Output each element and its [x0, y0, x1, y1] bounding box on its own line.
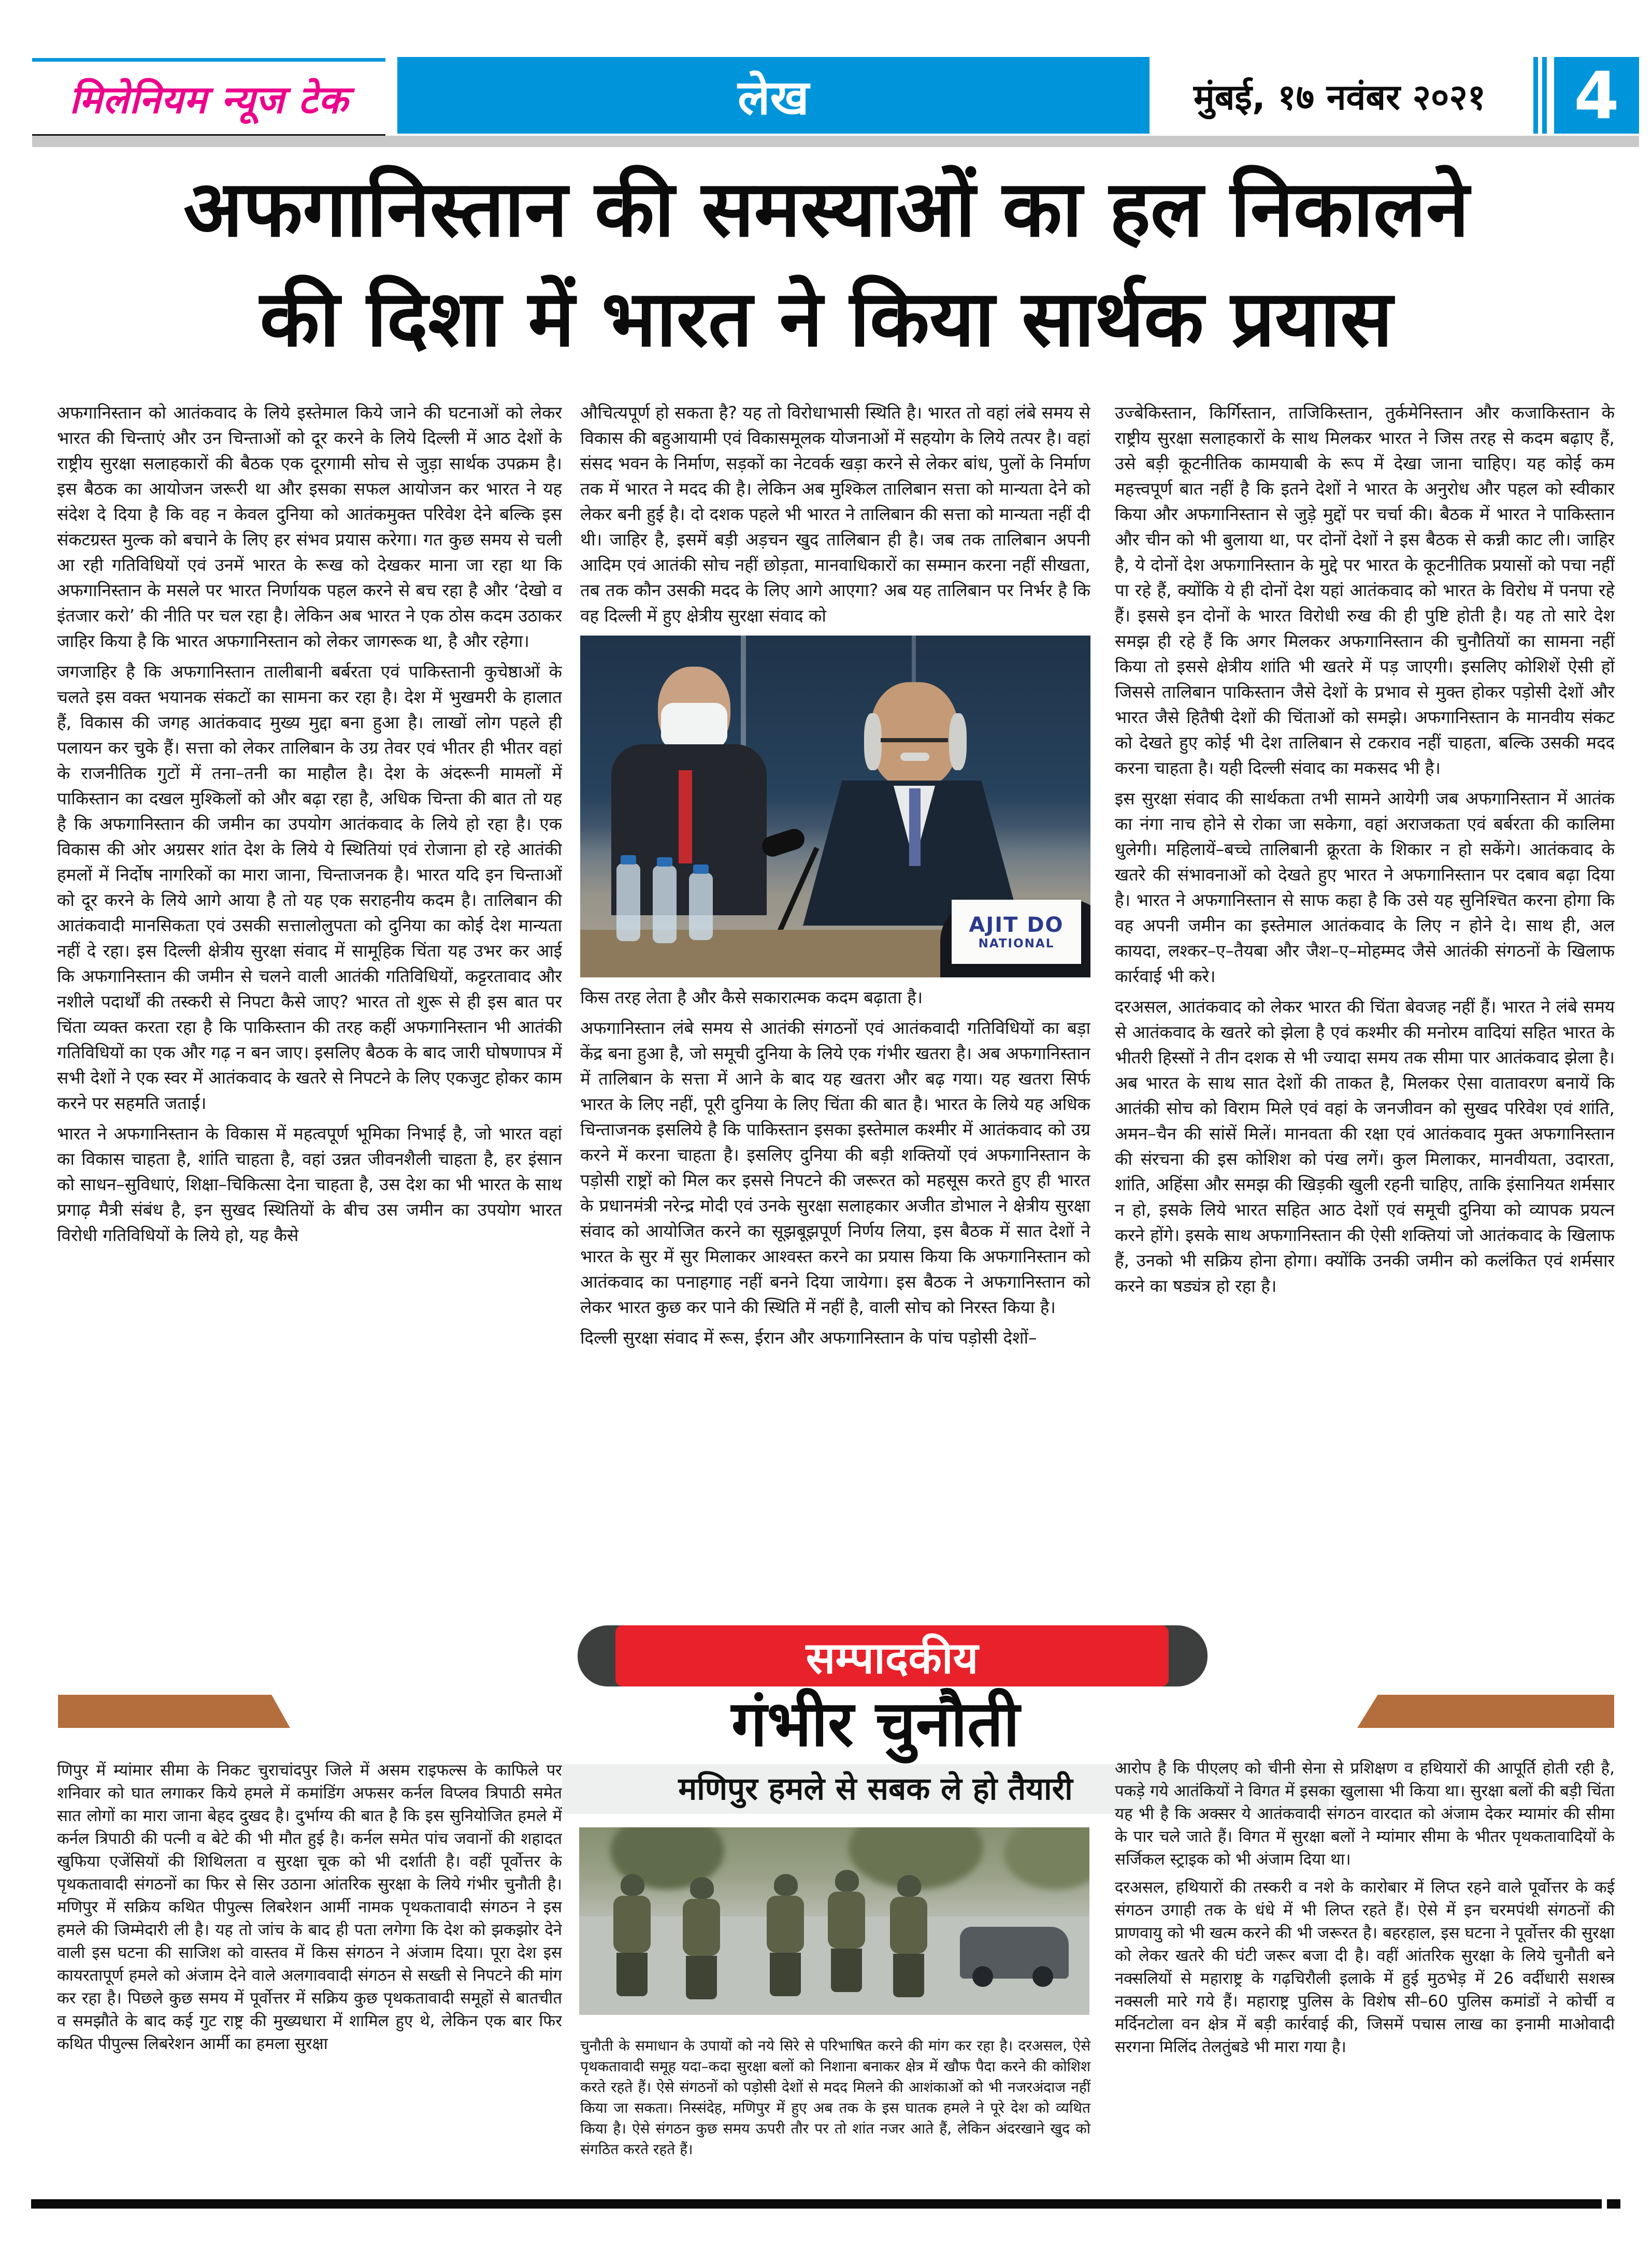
bottom-rule [31, 2199, 1602, 2209]
speaker-figure [803, 682, 1021, 926]
editorial-column-right [1115, 1757, 1615, 2197]
red-lanyard [679, 770, 692, 863]
water-bottle [653, 866, 677, 943]
soldiers-photo [579, 1827, 1089, 2015]
nameplate-title: NATIONAL [978, 937, 1055, 950]
soldier-figure [608, 1874, 656, 1996]
nameplate [952, 900, 1081, 964]
paragraph: उज्बेकिस्तान, किर्गिस्तान, ताजिकिस्तान, तुर्कमेनिस्तान और कजाकिस्तान के राष्ट्रीय सुरक्षा सलाहकारों के साथ मिलकर भारत ने जिस तरह से कदम बढ़ाए हैं, उसे बड़ी कूटनीतिक कामयाबी के रूप में देखा जाना चाहिए। यह कोई कम महत्त्वपूर्ण बात नहीं है कि इतने देशों ने भारत के अनुरोध और पहल को स्वीकार किया और अफगानिस्तान से जुड़े मुद्दों पर चर्चा की। बैठक में भारत ने पाकिस्तान और चीन को भी बुलाया था, पर दोनों देशों ने इस बैठक से कन्नी काट ली। जाहिर है, ये दोनों देश अफगानिस्तान के मुद्दे पर भारत के कूटनीतिक प्रयासों को पचा नहीं पा रहे हैं, क्योंकि ये ही दोनों देश यहां आतंकवाद को भारत के विरोध में पनपा रहे हैं। इससे इन दोनों के भारत विरोधी रुख की ही पुष्टि होती है। यह तो सारे देश समझ ही रहे हैं कि अगर मिलकर अफगानिस्तान की चुनौतियों का सामना नहीं किया तो इससे क्षेत्रीय शांति भी खतरे में पड़ जाएगी। इसलिए कोशिशें ऐसी हों जिससे तालिबान पाकिस्तान जैसे देशों के प्रभाव से मुक्त होकर पड़ोसी देशों और भारत जैसे हितैषी देशों की चिंताओं को समझे। अफगानिस्तान के मानवीय संकट को देखते हुए कोई भी देश तालिबान से टकराव नहीं चाहता, बल्कि उसकी मदद करना चाहता है। यही दिल्ली संवाद का मकसद भी है। [1115, 402, 1615, 778]
vehicle [960, 1927, 1069, 1979]
paragraph: आरोप है कि पीएलए को चीनी सेना से प्रशिक्षण व हथियारों की आपूर्ति होती रही है, पकड़े गये आतंकियों ने विगत में इसका खुलासा भी किया था। सुरक्षा बलों की बड़ी चिंता यह भी है कि अक्सर ये आतंकवादी संगठन वारदात को अंजाम देकर म्यामांर की सीमा के पार चले जाते हैं। विगत में सुरक्षा बलों ने म्यांमार सीमा के भीतर पृथकतावादियों के सर्जिकल स्ट्राइक को भी अंजाम दिया था। [1115, 1759, 1615, 1869]
page-number-box [1554, 57, 1639, 134]
section-box [397, 57, 1150, 134]
date-location: मुंबई, १७ नवंबर २०२१ [1193, 77, 1486, 118]
face-mask [661, 703, 727, 747]
editorial-column-left [57, 1759, 562, 2197]
soldier-figure [762, 1874, 809, 1996]
main-headline [73, 154, 1580, 374]
paragraph: दिल्ली सुरक्षा संवाद में रूस, ईरान और अफगानिस्तान के पांच पड़ोसी देशों– [580, 1328, 1037, 1348]
glasses [881, 723, 948, 742]
paragraph: णिपुर में म्यांमार सीमा के निकट चुराचांदपुर जिले में असम राइफल्स के काफिले पर शनिवार को घात लगाकर किये हमले में कमांडिंग अफसर कर्नल विप्लव त्रिपाठी समेत सात लोगों का मारा जाना बेहद दुखद है। दुर्भाग्य की बात है कि इस सुनियोजित हमले में कर्नल त्रिपाठी की पत्नी व बेटे की भी मौत हुई है। कर्नल समेत पांच जवानों की शहादत खुफिया एजेंसियों की शिथिलता व सुरक्षा चूक को भी दर्शाती है। वहीं पूर्वोत्तर के पृथकतावादी संगठनों का फिर से सिर उठाना आंतरिक सुरक्षा के लिये गंभीर चुनौती है। मणिपुर में सक्रिय कथित पीपुल्स लिबरेशन आर्मी नामक पृथकतावादी संगठन ने इस हमले की जिम्मेदारी ली है। यह तो जांच के बाद ही पता लगेगा कि देश को झकझोर देने वाली इस घटना की साजिश को वास्तव में किस संगठन ने अंजाम दिया। पूरा देश इस कायरतापूर्ण हमले को अंजाम देने वाले अलगाववादी संगठन से सख्ती से निपटने की मांग कर रहा है। पिछले कुछ समय में पूर्वोत्तर में सक्रिय कुछ पृथकतावादी समूहों से बातचीत व समझौते के बाद कई गुट राष्ट्र की मुख्यधारा में शामिल हुए थे, लेकिन एक बार फिर कथित पीपुल्स लिबरेशन आर्मी का हमला सुरक्षा [57, 1761, 562, 2053]
headline-line2: की दिशा में भारत ने किया सार्थक प्रयास [260, 274, 1393, 364]
editorial-subtitle: मणिपुर हमले से सबक ले हो तैयारी [678, 1771, 1073, 1807]
editorial-column-middle [580, 2036, 1090, 2165]
article-column-1 [57, 400, 562, 1600]
decorative-bar-left [58, 1695, 290, 1728]
tree-blur [1004, 1827, 1089, 1890]
decorative-bar-right [1357, 1695, 1614, 1728]
water-bottle [689, 873, 713, 940]
bottom-rule-tip [1607, 2199, 1620, 2209]
water-bottle [616, 863, 640, 941]
headline-line1: अफगानिस्तान की समस्याओं का हल निकालने [183, 164, 1469, 254]
brand-box [32, 58, 385, 138]
editorial-banner [615, 1625, 1169, 1686]
page-number: 4 [1574, 57, 1619, 134]
nameplate-name: AJIT DO [969, 913, 1064, 937]
header-separator [32, 136, 1639, 147]
paragraph: किस तरह लेता है और कैसे सकारात्मक कदम बढ़ाता है। [580, 987, 923, 1007]
conference-photo [580, 636, 1090, 977]
brand-name: मिलेनियम न्यूज टेक [69, 77, 349, 122]
section-label: लेख [738, 69, 809, 125]
paragraph: जगजाहिर है कि अफगानिस्तान तालीबानी बर्बरता एवं पाकिस्तानी कुचेष्ठाओं के चलते इस वक्त भयानक संकटों का सामना कर रहा है। देश में भुखमरी के हालात हैं, विकास की जगह आतंकवाद मुख्य मुद्दा बना हुआ है। लाखों लोग पहले ही पलायन कर चुके हैं। सत्ता को लेकर तालिबान के उग्र तेवर एवं भीतर ही भीतर वहां के राजनीतिक गुटों में तना–तनी का माहौल है। देश के अंदरूनी मामलों में पाकिस्तान का दखल मुश्किलों को और बढ़ा रहा है, अधिक चिन्ता की बात तो यह है कि अफगानिस्तान की जमीन का उपयोग आतंकवाद के लिये हो रहा है। एक विकास की ओर अग्रसर शांत देश के लिये ये स्थितियां एवं रोजाना हो रहे आतंकी हमलों में निर्दोष नागरिकों का मारा जाना, चिन्ताजनक है। भारत यदि इन चिन्ताओं को दूर करने के लिये आगे आया है तो यह एक सराहनीय कदम है। तालिबान की आतंकवादी मानसिकता एवं उसकी सत्तालोलुपता को दुनिया का कोई देश मान्यता नहीं दे रहा। इस दिल्ली क्षेत्रीय सुरक्षा संवाद में सामूहिक चिंता यह उभर कर आई कि अफगानिस्तान की जमीन से चलने वाली आतंकी गतिविधियों, कट्टरतावाद और नशीले पदार्थों की तस्करी से निपटा कैसे जाए? भारत तो शुरू से ही इस बात पर चिंता व्यक्त करता रहा है कि पाकिस्तान की तरह कहीं अफगानिस्तान भी आतंकी गतिविधियों का एक और गढ़ न बन जाए। इसलिए बैठक के बाद जारी घोषणापत्र में सभी देशों ने एक स्वर में आतंकवाद के खतरे से निपटने के लिए एकजुट होकर काम करने पर सहमति जताई। [57, 661, 562, 1113]
paragraph: दरअसल, आतंकवाद को लेकर भारत की चिंता बेवजह नहीं हैं। भारत ने लंबे समय से आतंकवाद के खतरे को झेला है एवं कश्मीर की मनोरम वादियां सहित भारत के भीतरी हिस्सों ने तीन दशक से भी ज्यादा समय तक सीमा पार आतंकवाद झेला है। अब भारत के साथ सात देशों की ताकत है, मिलकर ऐसा वातावरण बनायें कि आतंकी सोच को विराम मिले एवं वहां के जनजीवन को सुखद परिवेश एवं शांति, अमन–चैन की सांसें मिलें। मानवता की रक्षा एवं आतंकवाद मुक्त अफगानिस्तान की संरचना की इस कोशिश को पंख लगें। कुल मिलाकर, मानवीयता, उदारता, शांति, अहिंसा और समझ की खिड़की खुली रहनी चाहिए, ताकि इंसानियत शर्मसार न हो, इसके लिये भारत सहित आठ देशों एवं समूची दुनिया को व्यापक प्रयत्न करने होंगे। इसके साथ अफगानिस्तान की ऐसी शक्तियां जो आतंकवाद के खिलाफ हैं, उनको भी सक्रिय होना होगा। क्योंकि उनकी जमीन को कलंकित एवं शर्मसार करने का षड्यंत्र हो रहा है। [1115, 997, 1615, 1296]
paragraph: भारत ने अफगानिस्तान के विकास में महत्वपूर्ण भूमिका निभाई है, जो भारत वहां का विकास चाहता है, शांति चाहता है, वहां उन्नत जीवनशैली चाहता है, हर इंसान को साधन–सुविधाएं, शिक्षा–चिकित्सा देना चाहता है, उस देश का भी भारत के साथ प्रगाढ़ मैत्री संबंध है, इन सुखद स्थितियों के बीच उस जमीन का उपयोग भारत विरोधी गतिविधियों के लिये हो, यह कैसे [57, 1123, 562, 1245]
soldier-figure [885, 1875, 932, 1997]
soldier-figure [678, 1877, 725, 1999]
paragraph: इस सुरक्षा संवाद की सार्थकता तभी सामने आयेगी जब अफगानिस्तान में आतंक का नंगा नाच होने से रोका जा सकेगा, वहां अराजकता एवं बर्बरता की कालिमा धुलेगी। महिलायें–बच्चे तालिबानी क्रूरता के शिकार न हो सकेंगे। आतंकवाद के खतरे की संभावनाओं को देखते हुए भारत ने अफगानिस्तान पर दबाव बढ़ा दिया है। भारत ने अफगानिस्तान से साफ कहा है कि उसे यह सुनिश्चित करना होगा कि वह अपनी जमीन का इस्तेमाल आतंकवाद के लिए न होने दे। साथ ही, अल कायदा, लश्कर–ए–तैयबा और जैश–ए–मोहम्मद जैसे आतंकी संगठनों के खिलाफ कार्रवाई भी करे। [1115, 788, 1615, 986]
page-number-divider [1533, 57, 1549, 134]
paragraph: चुनौती के समाधान के उपायों को नये सिरे से परिभाषित करने की मांग कर रहा है। दरअसल, ऐसे पृथकतावादी समूह यदा–कदा सुरक्षा बलों को निशाना बनाकर क्षेत्र में खौफ पैदा करने की कोशिश करते रहते हैं। ऐसे संगठनों को पड़ोसी देशों से मदद मिलने की आशंकाओं को भी नजरअंदाज नहीं किया जा सकता। निस्संदेह, मणिपुर में हुए अब तक के इस घातक हमले ने पूरे देश को व्यथित किया है। ऐसे संगठन कुछ समय ऊपरी तौर पर तो शांत नजर आते हैं, लेकिन अंदरखाने खुद को संगठित करते रहते हैं। [580, 2037, 1090, 2158]
masthead [32, 57, 1639, 134]
soldier-figure [823, 1870, 870, 1992]
paragraph: औचित्यपूर्ण हो सकता है? यह तो विरोधाभासी स्थिति है। भारत तो वहां लंबे समय से विकास की बहुआयामी एवं विकासमूलक योजनाओं में सहयोग के लिये तत्पर है। वहां संसद भवन के निर्माण, सड़कों का नेटवर्क खड़ा करने से लेकर बांध, पुलों के निर्माण तक में भारत ने मदद की है। लेकिन अब मुश्किल तालिबान सत्ता को मान्यता देने को लेकर बनी हुई है। दो दशक पहले भी भारत ने तालिबान की सत्ता को मान्यता नहीं दी थी। जाहिर है, इसमें बड़ी अड़चन खुद तालिबान ही है। जब तक तालिबान अपनी आदिम एवं आतंकी सोच नहीं छोड़ता, मानवाधिकारों का सम्मान करना नहीं सीखता, तब तक कौन उसकी मदद के लिए आगे आएगा? अब यह तालिबान पर निर्भर है कि वह दिल्ली में हुए क्षेत्रीय सुरक्षा संवाद को [580, 402, 1090, 626]
editorial-title: गंभीर चुनौती [731, 1687, 1020, 1761]
article-column-2 [580, 400, 1090, 1600]
editorial-banner-label: सम्पादकीय [806, 1632, 979, 1683]
paragraph: अफगानिस्तान को आतंकवाद के लिये इस्तेमाल किये जाने की घटनाओं को लेकर भारत की चिन्ताएं और उन चिन्ताओं को दूर करने के लिये दिल्ली में आठ देशों के राष्ट्रीय सुरक्षा सलाहकारों की बैठक एक दूरगामी सोच से जुड़ा सार्थक उपक्रम है। इस बैठक का आयोजन जरूरी था और इसका सफल आयोजन कर भारत ने यह संदेश दे दिया है कि वह न केवल दुनिया को आतंकमुक्त परिवेश देने बल्कि इस संकटग्रस्त मुल्क को बचाने के लिए हर संभव प्रयास करेगा। गत कुछ समय से चली आ रही गतिविधियों एवं उनमें भारत के रूख को देखकर माना जा रहा था कि अफगानिस्तान के मसले पर भारत निर्णायक पहल करने से बच रहा है और ‘देखो व इंतजार करो’ की नीति पर चल रहा है। लेकिन अब भारत ने एक ठोस कदम उठाकर जाहिर किया है कि भारत अफगानिस्तान को लेकर जागरूक था, है और रहेगा। [57, 402, 562, 651]
date-box [1150, 57, 1530, 134]
article-column-3 [1115, 400, 1615, 1600]
paragraph: दरअसल, हथियारों की तस्करी व नशे के कारोबार में लिप्त रहने वाले पूर्वोत्तर के कई संगठन उगाही तक के धंधे में भी लिप्त रहते हैं। ऐसे में इन चरमपंथी संगठनों की प्राणवायु को भी खत्म करने की भी जरूरत है। बहरहाल, इस घटना ने पूर्वोत्तर की सुरक्षा को लेकर खतरे की घंटी जरूर बजा दी है। वहीं आंतरिक सुरक्षा के लिये चुनौती बने नक्सलियों से महाराष्ट्र के गढ़चिरौली इलाके में हुई मुठभेड़ में 26 वर्दीधारी सशस्त्र नक्सली मारे गये हैं। महाराष्ट्र पुलिस के विशेष सी–60 पुलिस कमांडों ने कोर्ची व मर्दिनटोला वन क्षेत्र में बड़ी कार्रवाई की, जिसमें पचास लाख का इनामी माओवादी सरगना मिलिंद तेलतुंबडे भी मारा गया है। [1115, 1878, 1615, 2056]
paragraph: अफगानिस्तान लंबे समय से आतंकी संगठनों एवं आतंकवादी गतिविधियों का बड़ा केंद्र बना हुआ है, जो समूची दुनिया के लिये एक गंभीर खतरा है। अब अफगानिस्तान में तालिबान के सत्ता में आने के बाद यह खतरा और बढ़ गया। यह खतरा सिर्फ भारत के लिए नहीं, पूरी दुनिया के लिए चिंता की बात है। भारत के लिये यह अधिक चिन्ताजनक इसलिये है कि पाकिस्तान इसका इस्तेमाल कश्मीर में आतंकवाद को उग्र करने में करना चाहता है। इसलिए दुनिया की बड़ी शक्तियों एवं अफगानिस्तान के पड़ोसी राष्ट्रों को मिल कर इससे निपटने की जरूरत को महसूस करते हुए ही भारत के प्रधानमंत्री नरेन्द्र मोदी एवं उनके सुरक्षा सलाहकार अजीत डोभाल ने क्षेत्रीय सुरक्षा संवाद को आयोजित करने का सूझबूझपूर्ण निर्णय लिया, इस बैठक में सात देशों ने भारत के सुर में सुर मिलाकर आश्वस्त करने का प्रयास किया कि अफगानिस्तान को आतंकवाद का पनाहगाह नहीं बनने दिया जायेगा। इस बैठक ने अफगानिस्तान को लेकर भारत कुछ कर पाने की स्थिति में नहीं है, वाली सोच को निरस्त किया है। [580, 1018, 1090, 1317]
